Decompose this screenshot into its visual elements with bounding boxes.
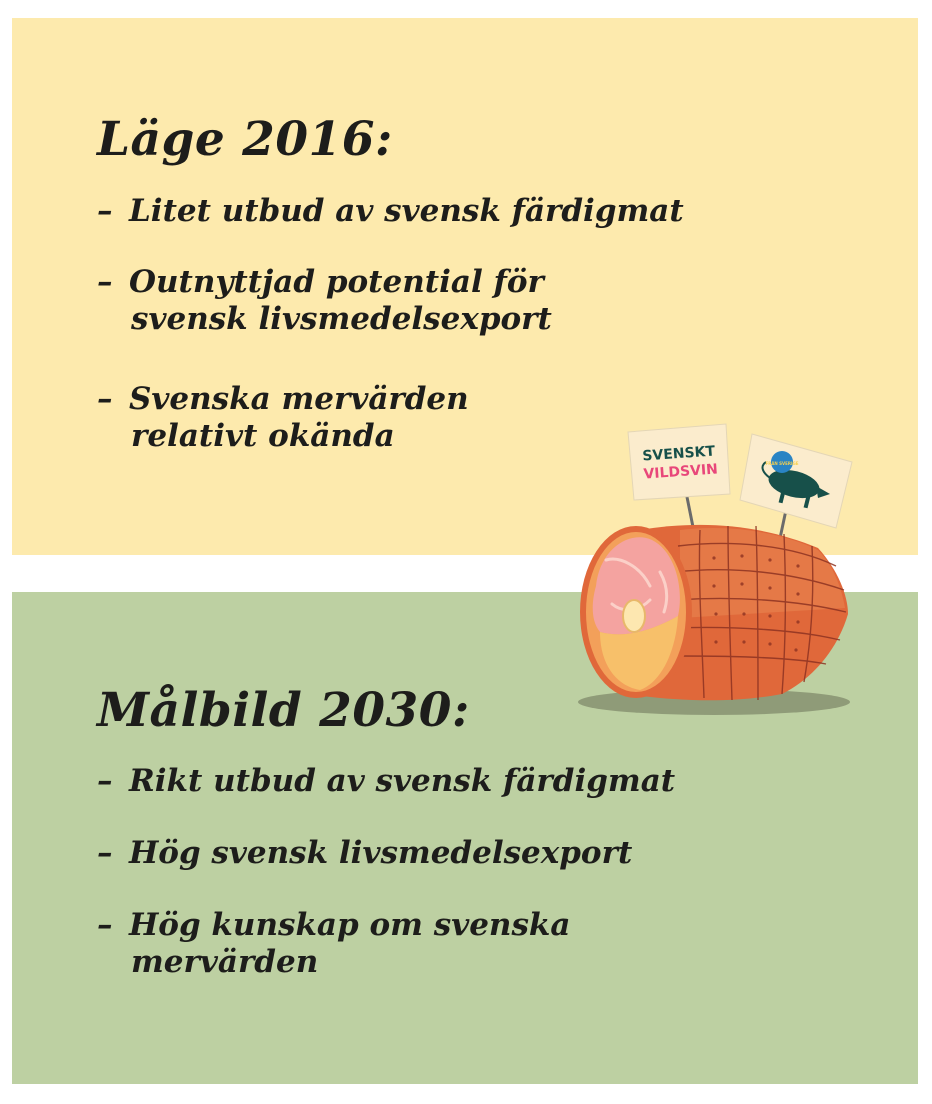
current-item-3-text-cont: relativt okända xyxy=(131,418,395,454)
bullet-dash: – xyxy=(97,835,113,871)
ham-illustration xyxy=(560,412,870,722)
target-item-2-text: Hög svensk livsmedelsexport xyxy=(129,835,633,871)
badge-text: FRÅN SVERIGE xyxy=(765,461,799,466)
bullet-dash: – xyxy=(97,381,113,417)
current-item-1 xyxy=(97,193,684,230)
bullet-dash: – xyxy=(97,264,113,300)
sign-text-line2: VILDSVIN xyxy=(643,461,719,483)
current-item-2-text: Outnyttjad potential för xyxy=(129,264,544,300)
current-item-3-text: Svenska mervärden xyxy=(129,381,469,417)
sign-text-line1: SVENSKT xyxy=(641,443,716,465)
current-item-3 xyxy=(97,381,469,455)
bullet-dash: – xyxy=(97,907,113,943)
target-item-1 xyxy=(97,763,675,800)
bullet-dash: – xyxy=(97,763,113,799)
target-item-2 xyxy=(97,835,632,872)
bullet-dash: – xyxy=(97,193,113,229)
ham xyxy=(580,525,848,700)
target-state-heading: Målbild 2030: xyxy=(97,683,470,738)
current-state-heading: Läge 2016: xyxy=(97,112,393,167)
target-item-3 xyxy=(97,907,571,981)
pig-sign xyxy=(740,434,852,528)
current-item-1-text: Litet utbud av svensk färdigmat xyxy=(129,193,684,229)
target-item-3-text: Hög kunskap om svenska xyxy=(129,907,571,943)
current-item-2 xyxy=(97,264,552,338)
target-item-1-text: Rikt utbud av svensk färdigmat xyxy=(129,763,676,799)
target-item-3-text-cont: mervärden xyxy=(131,944,319,980)
svenskt-vildsvin-sign xyxy=(628,424,730,500)
current-item-2-text-cont: svensk livsmedelsexport xyxy=(131,301,552,337)
